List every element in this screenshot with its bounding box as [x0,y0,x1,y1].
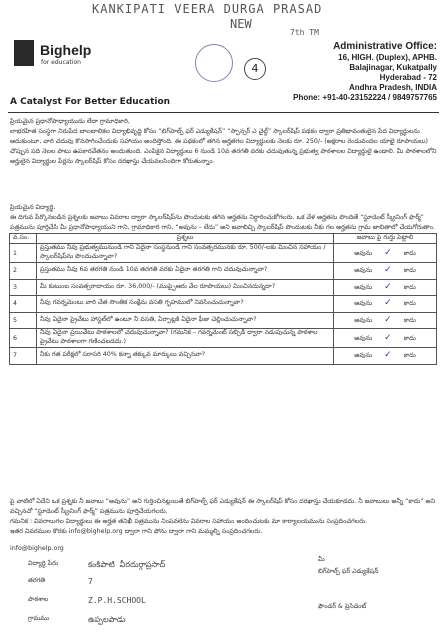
village-label: గ్రామము [28,615,50,622]
row-question: ప్రస్తుతము నీవు ప్రభుత్వమునుండి గాని ఏదైనా సంస్థనుండి గాని సంవత్సరమునకు రూ. 500/-లకు మించిన సహాయం / స్కాలర్‌షిప్‌ను పొందుచున్నావా? [37,244,334,263]
row-number: 6 [10,329,37,348]
check-mark-icon: ✓ [384,332,392,343]
class-value[interactable]: 7 [88,577,93,586]
yes-option[interactable]: అవును [354,249,373,257]
handwritten-class-note: 7th TM [290,28,319,37]
handwritten-new-tag: NEW [230,17,252,31]
salutation: ప్రియమైన ప్రధానోపాధ్యాయుడు లేదా గ్రామాధికారి, [10,118,130,125]
signature-line-2: బిగ్‌హెల్ప్ ఫర్ ఎడ్యుకేషన్ [318,568,379,575]
row-answer[interactable] [334,348,437,365]
header-divider [8,112,439,113]
row-answer[interactable] [334,279,437,296]
row-number: 1 [10,244,37,263]
village-value[interactable]: ఉప్పలపాడు [88,615,126,624]
row-answer[interactable] [334,312,437,329]
row-question: నీవు గవర్నమెంటు వారి చేత సొంతిక సంక్షేమ వసతి గృహములో నివసించుచున్నావా? [37,296,334,313]
row-number: 7 [10,348,37,365]
check-mark-icon: ✓ [384,298,392,309]
table-row [10,263,437,280]
yes-option[interactable]: అవును [354,300,373,308]
office-stamp [195,44,233,82]
yes-option[interactable]: అవును [354,267,373,275]
logo-brand: Bighelp [40,42,92,58]
closing-paragraph: పై వాటిలో ఏదేని ఒక ప్రశ్నకు నీ జవాబు “అవును” అని గుర్తించినట్లయితే బిగ్‌హెల్ప్ ఫర్ ఎడ్యుకేషన్ ఈ స్కాలర్‌షిప్ కోసం దరఖాస్తు చేయకూడదు. నీ జవాబులు అన్నీ “కాదు” అని వచ్చినచో “స్టూడెంట్ స్క్రీనింగ్ ఫార్మ్” పత్రమును పూర్తిచేయగలరు. [10,498,436,515]
closing-note: గమనిక : వివరాలుగల విద్యార్థులు ఈ అర్హత తనిఖీ పత్రమును నింపవలెను వివరాల సహాయం అందించుటకు మా కార్యాలయమును సంప్రదించగలరు. [10,518,368,525]
class-label: తరగతి [28,577,46,584]
row-question: నీకు గత పరీక్షలో సరాసరి 40% కన్నా తక్కువ మార్కులు వచ్చినవా? [37,348,334,365]
student-salutation: ప్రియమైన విద్యార్థి, [10,204,56,211]
name-value[interactable]: కంకిపాటి వీరదుర్గాప్రసాద్ [88,560,166,569]
signature-line-3: ఫౌండర్ & ప్రెసిడెంట్ [318,603,367,610]
no-option[interactable]: కాదు [403,352,416,360]
row-question: ప్రస్తుతము నీవు 6వ తరగతి నుండి 10వ తరగతి వరకు ఏదైనా తరగతి గాని చదువుచున్నావా? [37,263,334,280]
phone-line: Phone: +91-40-23152224 / 9849757765 [293,93,437,102]
address-line: Andhra Pradesh, INDIA [348,83,437,92]
table-row [10,348,437,365]
contact-email: info@bighelp.org [10,545,64,552]
instruction-paragraph: ఈ దిగువ పేర్కొనబడిన ప్రశ్నలకు జవాబు వివరాల ద్వారా స్కాలర్‌షిప్‌ను పొందుటకు తగిన అర్హతను నిర్ధారించుకోగలరు. ఒక వేళ అర్హతను పొందితే “స్టూడెంట్ స్క్రీనింగ్ ఫార్మ్” పత్రమును పూర్తిచేసి మీ ప్రధానోపాధ్యాయుని గాని, గ్రామాధికారి గాని, “అవును – లేదు” అని జవాబిచ్చి స్కాలర్‌షిప్ పొందుటకు నీకు గల అర్హతను గ్రామ జాబితాలో చేయగోరుతాం. [10,214,436,231]
tagline: A Catalyst For Better Education [10,97,171,107]
no-option[interactable]: కాదు [403,316,416,324]
no-option[interactable]: కాదు [403,334,416,342]
school-label: పాఠశాల [28,596,49,603]
logo-subtitle: for education [41,59,81,66]
table-row [10,329,437,348]
row-question: మీ కుటుంబ సంవత్సరాదాయం రూ. 36,000/- (ముప్పైఆరు వేల రూపాయలు) మించినదున్నదా? [37,279,334,296]
yes-option[interactable]: అవును [354,352,373,360]
address-line: Balajinagar, Kukatpally [349,63,437,72]
table-row [10,244,437,263]
school-value[interactable]: Z.P.H.SCHOOL [88,596,146,605]
check-mark-icon: ✓ [384,247,392,258]
address-line: Hyderabad - 72 [379,73,437,82]
table-row [10,312,437,329]
row-answer[interactable] [334,296,437,313]
no-option[interactable]: కాదు [403,249,416,257]
logo-mark-icon [14,40,34,66]
row-number: 5 [10,312,37,329]
row-answer[interactable] [334,329,437,348]
yes-option[interactable]: అవును [354,283,373,291]
row-number: 3 [10,279,37,296]
row-number: 2 [10,263,37,280]
circled-number: 4 [244,58,266,80]
table-row [10,279,437,296]
row-question: నీవు ఏదైనా ప్రయివేటు పాఠశాలలో చదువుచున్నావా? (గమనిక – గవర్నమెంట్ సబ్సిడీ ద్వారా నడుపుచున్న పాఠశాల ప్రైవేటు పాఠశాలగా గణించబడదు.) [37,329,334,348]
intro-paragraph: లాభరహిత సంస్థగా నిరుపేద బాలబాలికల విద్యాభివృద్ధి కోసం “బిగ్‌హెల్ప్ ఫర్ ఎడ్యుకేషన్” “స్పాన్సర్ ఎ చైల్డ్” స్కాలర్‌షిప్ పథకం ద్వారా ప్రతిభావంతులైన పేద విద్యార్థులను ఆదుకుంటూ, వారి చదువు కొనసాగించేందుకు సహాయం అందిస్తోంది. ఈ పథకంలో తగిన అర్హతగల విద్యార్థులకు నెలకు రూ. 250/- (అక్షరాల రెండువందల యాభై రూపాయలు) చొప్పున పది నెలల పాటు ఉపకారవేతనం అందుతుంది. ఎంపికైన విద్యార్థులు 6 నుండి 10వ తరగతి వరకు చదువుతున్న ప్రభుత్వ పాఠశాలల విద్యార్థులై ఉండాలి. మీ పాఠశాలలోని అర్హులైన విద్యార్థుల పేర్లను స్కాలర్‌షిప్ కోసం దరఖాస్తు చేయవలసిందిగా కోరుతున్నాం. [10,128,437,165]
eligibility-table [9,233,437,365]
name-label: విద్యార్థి పేరు [28,560,59,567]
yes-option[interactable]: అవును [354,334,373,342]
col-question-header: ప్రశ్నలు [37,234,334,244]
row-question: నీవు ఏదైనా ప్రైవేటు హాస్టల్‌లో ఉంటూ నీ వసతి, ఏర్పాట్లకి ఏదైనా ఫీజు చెల్లించుచున్నావా? [37,312,334,329]
no-option[interactable]: కాదు [403,283,416,291]
office-title: Administrative Office: [333,41,437,52]
signature-line-1: మీ [318,556,325,563]
no-option[interactable]: కాదు [403,300,416,308]
handwritten-student-name: KANKIPATI VEERA DURGA PRASAD [92,2,323,16]
row-answer[interactable] [334,244,437,263]
table-row [10,296,437,313]
check-mark-icon: ✓ [384,265,392,276]
contact-line: ఇతర వివరముల కొరకు info@bighelp.org ద్వారా గాని ఫోను ద్వారా గాని మమ్మల్ని సంప్రదించగలరు. [10,528,263,535]
address-line: 16, HIGH. (Duplex), APHB. [338,53,437,62]
closing-text [10,497,437,557]
col-number-header: వ.సం. [10,234,37,244]
check-mark-icon: ✓ [384,350,392,361]
check-mark-icon: ✓ [384,314,392,325]
row-number: 4 [10,296,37,313]
student-instructions [10,203,437,233]
check-mark-icon: ✓ [384,281,392,292]
letter-intro [10,117,437,201]
col-answer-header: జవాబు పై గుర్తు పెట్టాలి [334,234,437,244]
row-answer[interactable] [334,263,437,280]
no-option[interactable]: కాదు [403,267,416,275]
yes-option[interactable]: అవును [354,316,373,324]
office-address [293,41,437,103]
